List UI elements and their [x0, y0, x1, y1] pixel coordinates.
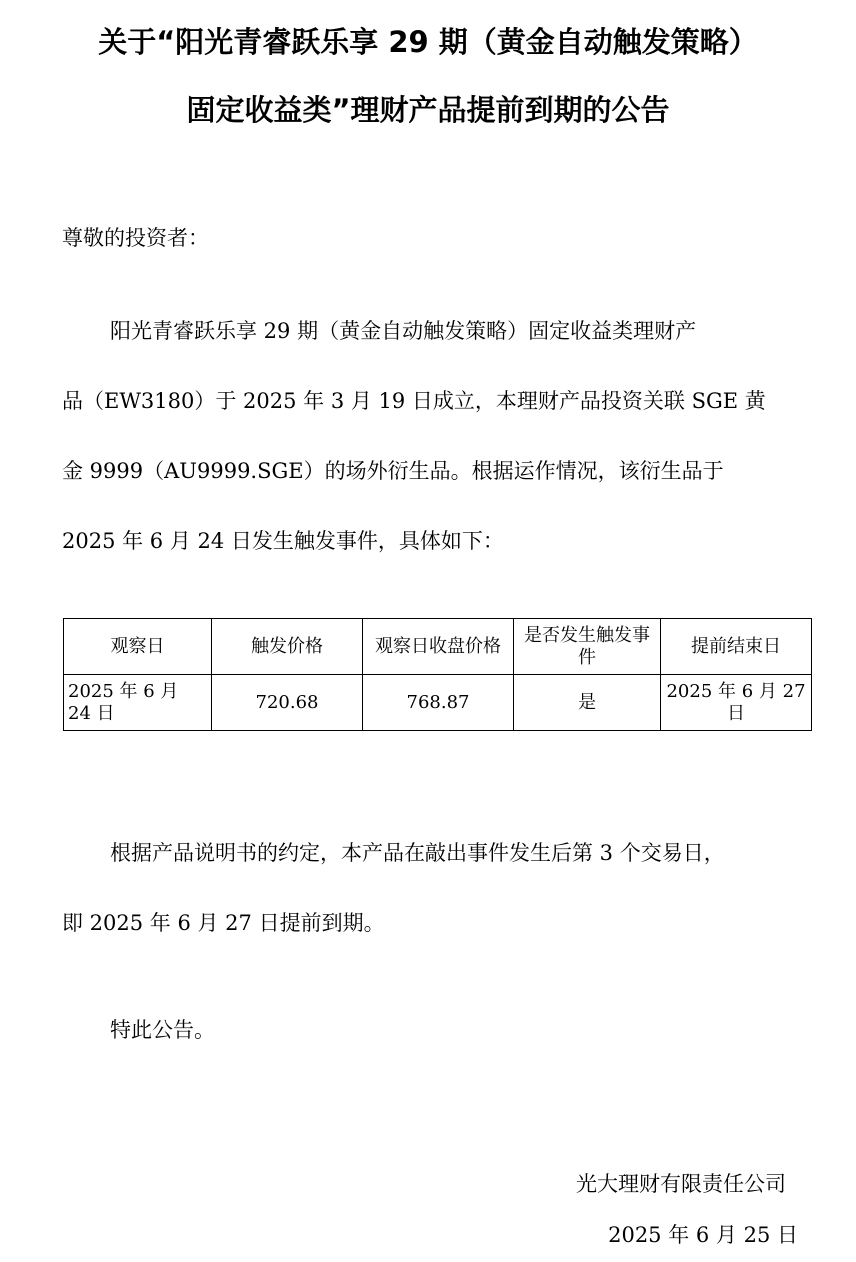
announcement-date: 2025 年 6 月 25 日 — [608, 1223, 798, 1247]
cell-observation-date: 2025 年 6 月 24 日 — [64, 675, 212, 731]
column-header-trigger-price: 触发价格 — [212, 619, 363, 675]
table-header-row — [64, 619, 812, 675]
paragraph-line: 品（EW3180）于 2025 年 3 月 19 日成立，本理财产品投资关联 SGE 黄 — [62, 389, 766, 413]
paragraph-line: 2025 年 6 月 24 日发生触发事件，具体如下： — [62, 529, 504, 553]
column-header-closing-price: 观察日收盘价格 — [363, 619, 514, 675]
paragraph-line: 根据产品说明书的约定，本产品在敲出事件发生后第 3 个交易日， — [110, 841, 725, 865]
paragraph-maturity — [62, 839, 725, 979]
issuer-signature: 光大理财有限责任公司 — [576, 1172, 786, 1196]
column-header-observation-date: 观察日 — [64, 619, 212, 675]
closing-remark: 特此公告。 — [110, 1018, 215, 1042]
notice-title-line-1: 关于“阳光青睿跃乐享 29 期（黄金自动触发策略） — [98, 25, 758, 59]
trigger-event-table — [63, 618, 812, 731]
paragraph-line: 金 9999（AU9999.SGE）的场外衍生品。根据运作情况，该衍生品于 — [62, 459, 724, 483]
cell-closing-price: 768.87 — [363, 675, 514, 731]
cell-triggered: 是 — [514, 675, 661, 731]
table-row — [64, 675, 812, 731]
column-header-early-end-date: 提前结束日 — [661, 619, 812, 675]
notice-title-line-2: 固定收益类”理财产品提前到期的公告 — [186, 93, 670, 127]
column-header-triggered: 是否发生触发事件 — [514, 619, 661, 675]
paragraph-line: 即 2025 年 6 月 27 日提前到期。 — [62, 911, 385, 935]
paragraph-line: 阳光青睿跃乐享 29 期（黄金自动触发策略）固定收益类理财产 — [110, 319, 697, 343]
greeting: 尊敬的投资者： — [62, 226, 209, 250]
cell-early-end-date: 2025 年 6 月 27 日 — [661, 675, 812, 731]
paragraph-product-info — [62, 317, 766, 597]
cell-trigger-price: 720.68 — [212, 675, 363, 731]
